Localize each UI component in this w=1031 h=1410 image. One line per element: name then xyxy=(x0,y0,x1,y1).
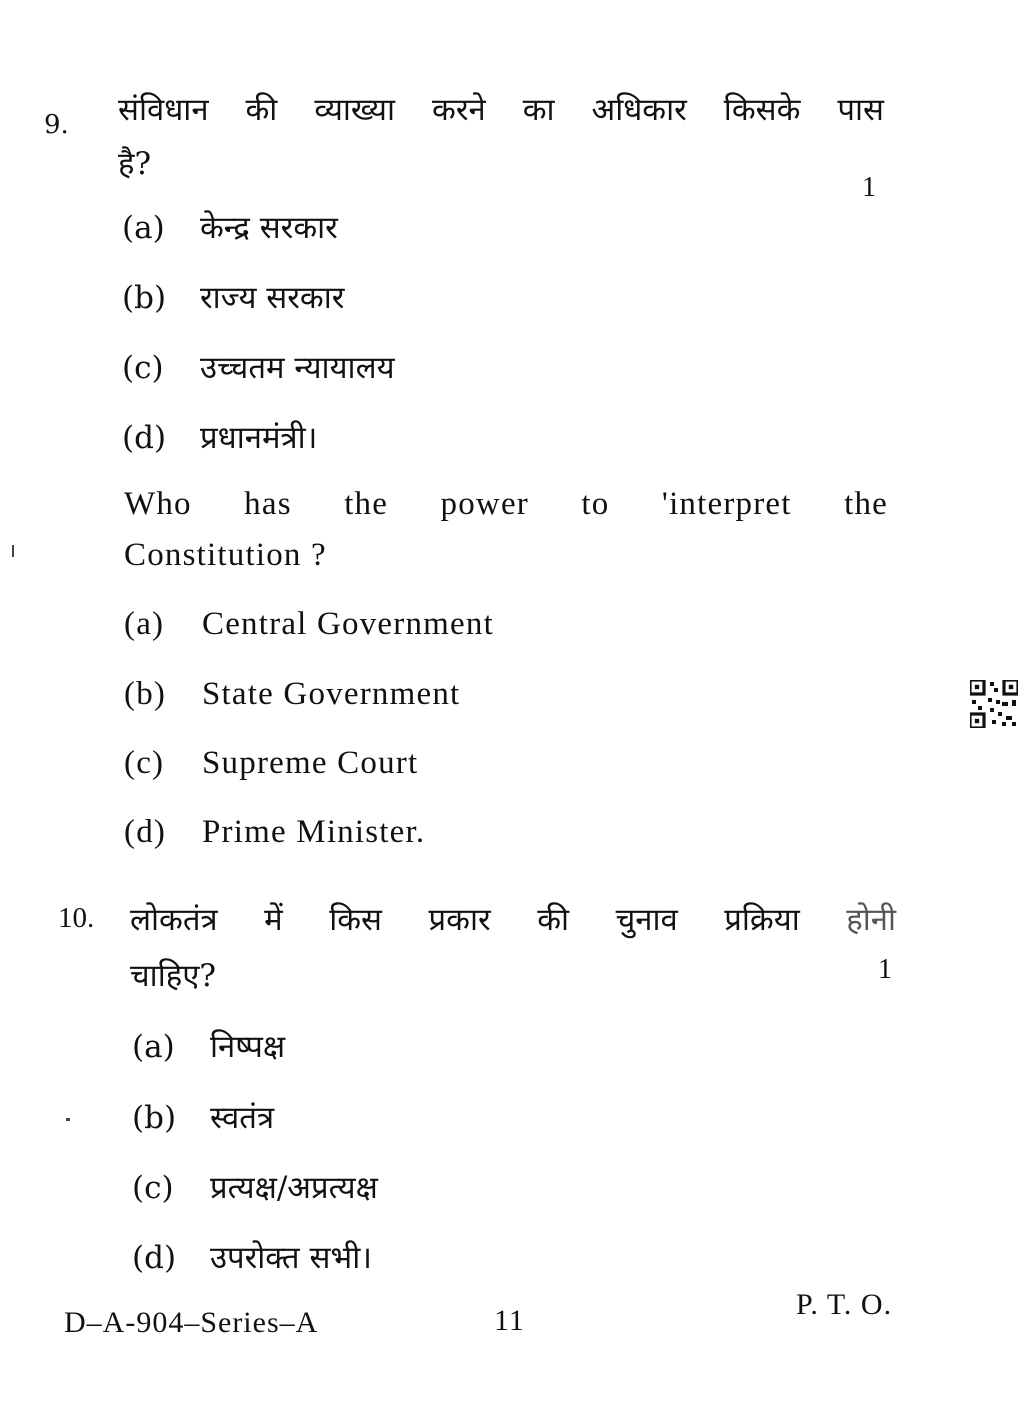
q9-english-word: the xyxy=(844,486,888,522)
q10-hindi-option-c xyxy=(132,1166,378,1208)
q9-english-word: power xyxy=(440,486,529,522)
question-10-marks: 1 xyxy=(878,954,892,985)
q10-hindi-word: प्रक्रिया xyxy=(724,902,800,938)
q9-hindi-word: की xyxy=(245,92,278,128)
footer-pto: P. T. O. xyxy=(796,1288,893,1321)
scan-speck xyxy=(66,1118,70,1121)
option-label: (c) xyxy=(124,745,165,781)
option-text: Prime Minister. xyxy=(202,814,426,850)
q9-english-option-c xyxy=(124,745,418,782)
q9-english-option-a xyxy=(124,606,494,643)
option-text: निष्पक्ष xyxy=(210,1029,286,1065)
q9-hindi-option-b xyxy=(122,276,344,318)
option-text: प्रत्यक्ष/अप्रत्यक्ष xyxy=(210,1170,378,1206)
q9-english-word: has xyxy=(244,486,292,522)
q9-hindi-word: किसके xyxy=(723,92,801,128)
q9-hindi-option-a xyxy=(122,206,338,248)
q10-hindi-word: की xyxy=(537,902,570,938)
q10-hindi-word: लोकतंत्र xyxy=(130,902,218,938)
question-10-hindi-line1 xyxy=(130,898,896,940)
question-9-english-line1 xyxy=(124,486,888,523)
q9-english-option-d xyxy=(124,814,425,851)
footer-series-code: D–A-904–Series–A xyxy=(64,1306,319,1339)
q10-hindi-word: प्रकार xyxy=(428,902,491,938)
option-text: उपरोक्त सभी। xyxy=(210,1240,372,1276)
question-9-english-line2: Constitution ? xyxy=(124,537,327,573)
option-label: (c) xyxy=(132,1170,174,1206)
option-text: Central Government xyxy=(202,606,494,642)
option-text: केन्द्र सरकार xyxy=(200,210,338,246)
q10-hindi-word: में xyxy=(264,902,283,938)
option-label: (b) xyxy=(132,1100,177,1136)
option-text: State Government xyxy=(202,676,461,712)
question-9-marks: 1 xyxy=(862,172,876,203)
q10-hindi-option-a xyxy=(132,1025,285,1067)
option-label: (b) xyxy=(122,280,167,316)
footer-page-number: 11 xyxy=(494,1304,525,1337)
option-text: Supreme Court xyxy=(202,745,419,781)
q9-hindi-word: करने xyxy=(432,92,486,128)
question-10-hindi-line2: चाहिए? xyxy=(130,958,216,994)
q9-hindi-word: व्याख्या xyxy=(314,92,396,128)
scan-speck xyxy=(12,545,14,557)
q9-english-word: to xyxy=(581,486,610,522)
q9-english-word: the xyxy=(344,486,389,522)
q9-hindi-word: पास xyxy=(837,92,884,128)
q9-hindi-word: का xyxy=(522,92,555,128)
option-label: (c) xyxy=(122,350,164,386)
q10-hindi-option-b xyxy=(132,1096,274,1138)
option-label: (d) xyxy=(132,1240,177,1276)
option-label: (b) xyxy=(124,676,167,712)
q9-english-word: 'interpret xyxy=(661,486,792,522)
q9-hindi-option-c xyxy=(122,346,395,388)
q10-hindi-word: होनी xyxy=(846,902,896,938)
option-text: राज्य सरकार xyxy=(200,280,345,316)
q9-english-word: Who xyxy=(124,486,192,522)
option-text: प्रधानमंत्री। xyxy=(200,420,318,456)
q9-hindi-option-d xyxy=(122,416,317,458)
option-label: (a) xyxy=(124,606,165,642)
option-label: (d) xyxy=(124,814,167,850)
q9-english-option-b xyxy=(124,676,460,713)
question-9-hindi-line1 xyxy=(118,88,884,130)
q10-hindi-option-d xyxy=(132,1236,372,1278)
q10-hindi-word: किस xyxy=(329,902,383,938)
option-text: स्वतंत्र xyxy=(210,1100,275,1136)
option-label: (a) xyxy=(132,1029,175,1065)
q9-hindi-word: अधिकार xyxy=(591,92,687,128)
option-label: (d) xyxy=(122,420,167,456)
question-10-number: 10. xyxy=(58,902,95,934)
option-label: (a) xyxy=(122,210,165,246)
q10-hindi-word: चुनाव xyxy=(615,902,678,938)
question-9-number: 9. xyxy=(44,110,69,140)
q9-hindi-word: संविधान xyxy=(118,92,209,128)
qr-code-icon xyxy=(970,680,1018,728)
question-9-hindi-line2: है? xyxy=(118,146,152,182)
option-text: उच्चतम न्यायालय xyxy=(200,350,395,386)
